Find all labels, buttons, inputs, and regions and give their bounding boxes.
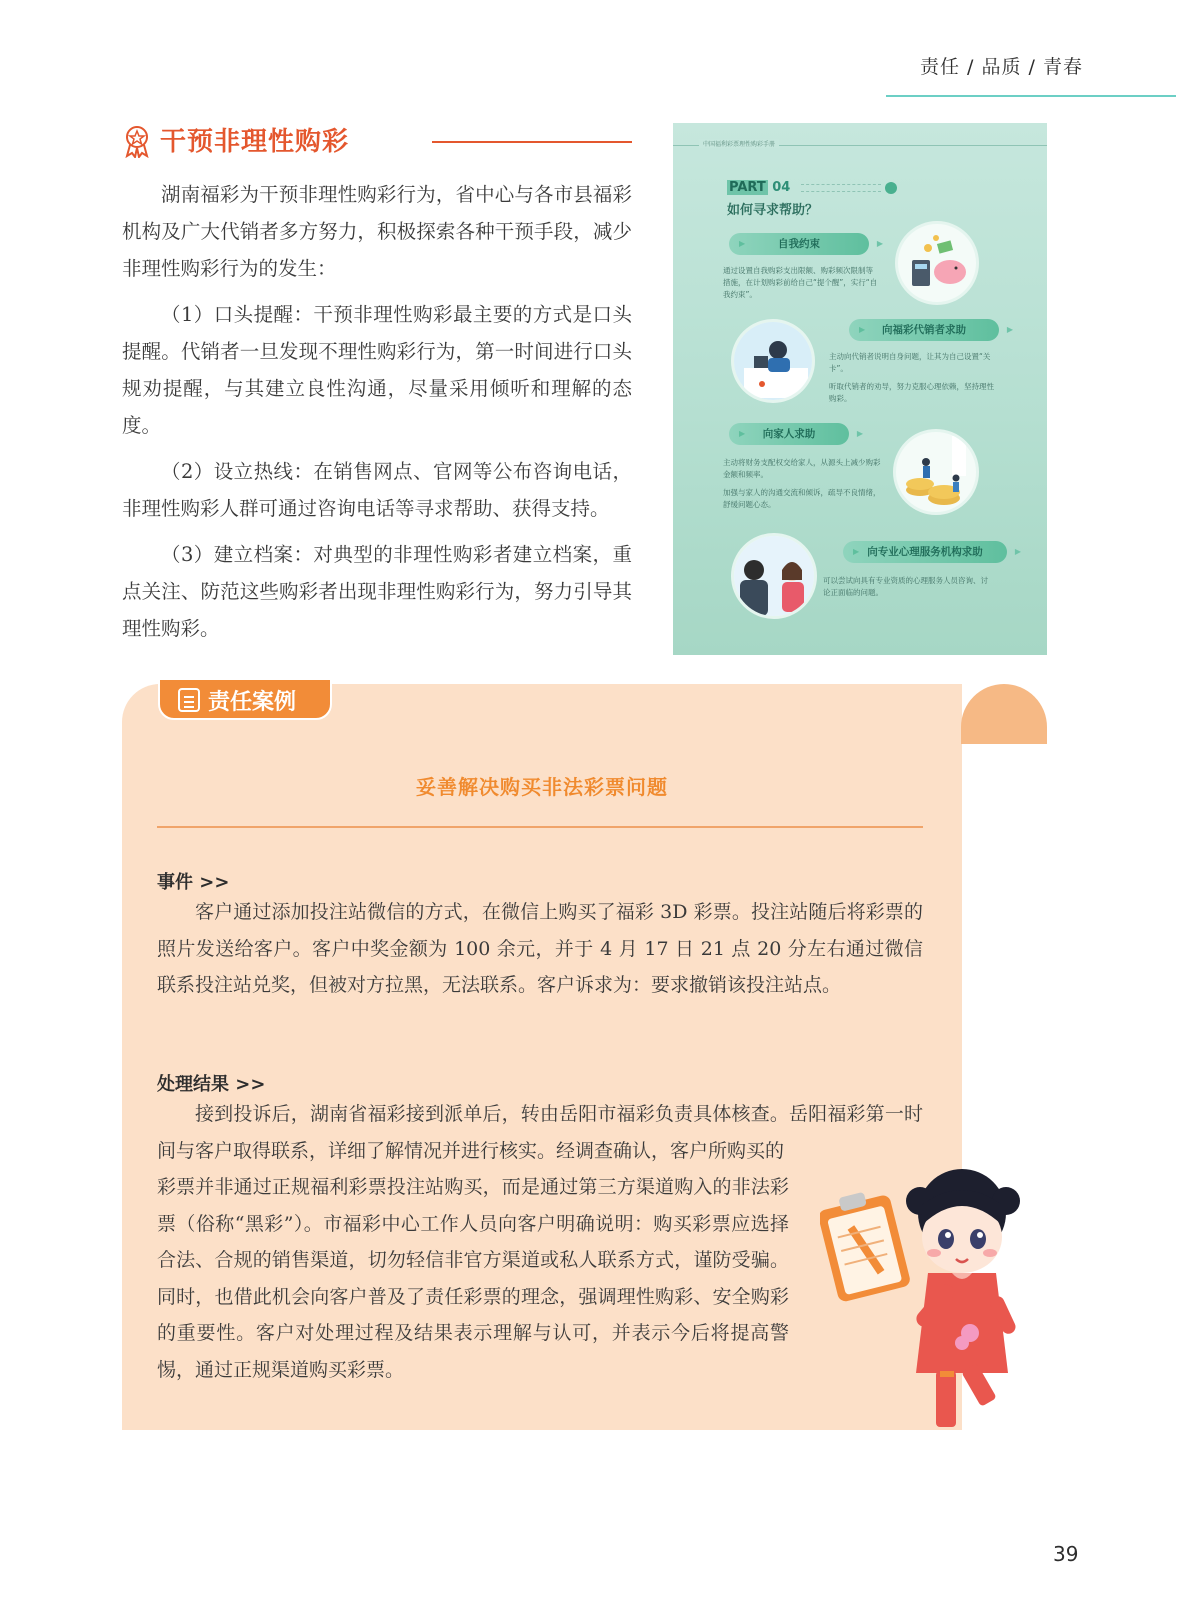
award-ribbon-icon [122, 124, 152, 158]
archive-paragraph: （3）建立档案：对典型的非理性购彩者建立档案，重点关注、防范这些购彩者出现非理性购彩行为，努力引导其理性购彩。 [122, 543, 632, 640]
header-divider [886, 95, 1176, 97]
event-text: 客户通过添加投注站微信的方式，在微信上购买了福彩 3D 彩票。投注站随后将彩票的照片发送给客户。客户中奖金额为 100 余元，并于 4 月 17 日 21 点 20 分左右通过微信联系投注站兑奖，但被对方拉黑，无法联系。客户诉求为：要求撤销该投注站点。 [157, 901, 923, 996]
poster-text-self-restraint: 通过设置自我购彩支出限额、购彩频次限制等措施，在计划购彩前给自己“提个醒”，实行“自我约束”。 [723, 266, 878, 299]
poster-header-text: 中国福利彩票理性购彩手册 [699, 139, 779, 148]
poster-text-retailer-2: 听取代销者的劝导，努力克服心理依赖，坚持理性购彩。 [829, 382, 994, 403]
help-guide-poster [673, 123, 1047, 655]
case-title: 妥善解决购买非法彩票问题 [416, 775, 668, 799]
poster-pill-retailer-help: ▶ 向福彩代销者求助 ▶ [849, 319, 999, 341]
case-tab [158, 678, 332, 720]
result-text-intro: 接到投诉后，湖南省福彩接到派单后，转由岳阳市福彩负责具体核查。岳阳福彩第一时间与客户取得联系，详细了解情况并进行核实。经调查确认，客户所购买的 [157, 1103, 923, 1162]
verbal-reminder-paragraph: （1）口头提醒：干预非理性购彩最主要的方式是口头提醒。代销者一旦发现不理性购彩行为，第一时间进行口头规劝提醒，与其建立良性沟通，尽量采用倾听和理解的态度。 [122, 303, 632, 437]
poster-part-label: PART 04 [727, 180, 897, 195]
poster-pill-professional-help: ▶ 向专业心理服务机构求助 ▶ [843, 541, 1007, 563]
event-label: 事件 >> [157, 872, 230, 893]
poster-question: 如何寻求帮助？ [727, 203, 819, 218]
intro-paragraph: 湖南福彩为干预非理性购彩行为，省中心与各市县福彩机构及广大代销者多方努力，积极探索各种干预手段，减少非理性购彩行为的发生： [122, 183, 632, 280]
section-title-rule [432, 141, 632, 143]
counselor-illustration [731, 533, 817, 619]
poster-text-retailer-1: 主动向代销者说明自身问题，让其为自己设置“关卡”。 [829, 352, 991, 373]
case-tab-label: 责任案例 [208, 690, 297, 715]
case-title-rule [157, 826, 923, 828]
piggy-bank-illustration [895, 221, 979, 305]
poster-pill-family-help: ▶ 向家人求助 ▶ [729, 423, 849, 445]
section-heading [122, 120, 632, 164]
header-tagline: 责任 / 品质 / 青春 [920, 56, 1083, 78]
page-number: 39 [1053, 1542, 1079, 1566]
hotline-paragraph: （2）设立热线：在销售网点、官网等公布咨询电话，非理性购彩人群可通过咨询电话等寻求帮助、获得支持。 [122, 460, 632, 520]
poster-text-family-2: 加强与家人的沟通交流和倾诉，疏导不良情绪，舒缓问题心态。 [723, 488, 881, 509]
result-text-body: 彩票并非通过正规福利彩票投注站购买，而是通过第三方渠道购入的非法彩票（俗称“黑彩”）。市福彩中心工作人员向客户明确说明：购买彩票应选择合法、合规的销售渠道，切勿轻信非官方渠道或私人联系方式，谨防受骗。同时，也借此机会向客户普及了责任彩票的理念，强调理性购彩、安全购彩的重要性。客户对处理过程及结果表示理解与认可，并表示今后将提高警惕，通过正规渠道购买彩票。 [157, 1176, 789, 1381]
retailer-illustration [731, 319, 815, 403]
document-list-icon [178, 688, 200, 712]
result-label: 处理结果 >> [157, 1074, 266, 1095]
case-panel-curl [961, 684, 1047, 744]
section-body [122, 176, 632, 656]
poster-text-professional: 可以尝试向具有专业资质的心理服务人员咨询、讨论正面临的问题。 [823, 576, 988, 597]
family-coins-illustration [893, 429, 979, 515]
section-title: 干预非理性购彩 [160, 127, 350, 157]
poster-pill-self-restraint: ▶ 自我约束 ▶ [729, 233, 869, 255]
mascot-girl-illustration [820, 1165, 1040, 1435]
poster-text-family-1: 主动将财务支配权交给家人，从源头上减少购彩金额和频率。 [723, 458, 881, 479]
